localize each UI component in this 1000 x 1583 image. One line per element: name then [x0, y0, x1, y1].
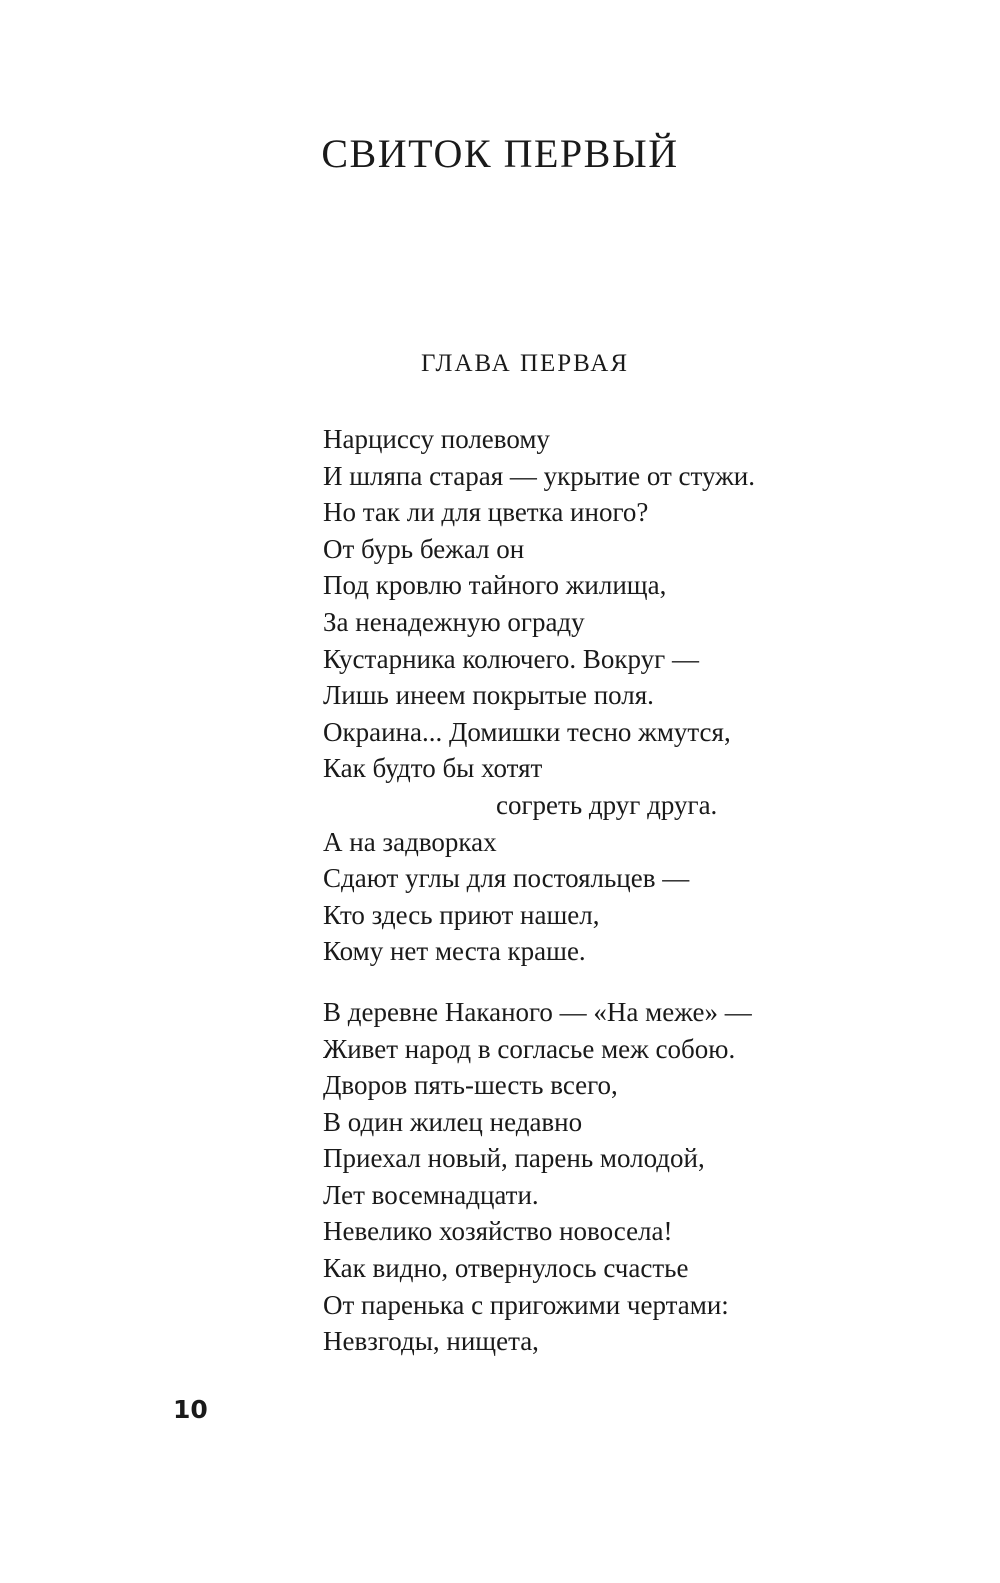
poem-line: В деревне Наканого — «На меже» —: [323, 996, 752, 1027]
page-number: 10: [173, 1395, 208, 1424]
poem-line: Как будто бы хотят: [323, 753, 543, 784]
scroll-title: СВИТОК ПЕРВЫЙ: [321, 131, 679, 176]
poem-line: Кто здесь приют нашел,: [323, 899, 600, 930]
poem-body: [323, 421, 963, 1360]
chapter-title: ГЛАВА ПЕРВАЯ: [420, 350, 630, 377]
poem-line: Лет восемнадцати.: [323, 1179, 539, 1210]
poem-line: Невелико хозяйство новосела!: [323, 1216, 673, 1247]
poem-line: Под кровлю тайного жилища,: [323, 570, 667, 601]
poem-line: Сдают углы для постояльцев —: [323, 863, 690, 894]
poem-line: И шляпа старая — укрытие от стужи.: [323, 460, 755, 491]
poem-line: От бурь бежал он: [323, 533, 525, 564]
poem-line-indented: согреть друг друга.: [496, 789, 718, 820]
poem-line: Невзгоды, нищета,: [323, 1326, 539, 1357]
poem-line: Как видно, отвернулось счастье: [323, 1253, 689, 1284]
poem-line: Но так ли для цветка иного?: [323, 497, 649, 528]
poem-line: За ненадежную ограду: [323, 606, 585, 637]
poem-line: Дворов пять-шесть всего,: [323, 1070, 618, 1101]
poem-line: Приехал новый, парень молодой,: [323, 1143, 705, 1174]
poem-line: Живет народ в согласье меж собою.: [323, 1033, 736, 1064]
stanza-2: [323, 994, 963, 1360]
stanza-1: [323, 421, 963, 970]
poem-line: Лишь инеем покрытые поля.: [323, 680, 654, 711]
poem-line: А на задворках: [323, 826, 497, 857]
poem-line: В один жилец недавно: [323, 1106, 583, 1137]
poem-line: Кому нет места краше.: [323, 936, 586, 967]
poem-line: Нарциссу полевому: [323, 424, 550, 454]
poem-line: Кустарника колючего. Вокруг —: [323, 643, 699, 674]
poem-line: От паренька с пригожими чертами:: [323, 1289, 729, 1320]
poem-line: Окраина... Домишки тесно жмутся,: [323, 716, 731, 747]
